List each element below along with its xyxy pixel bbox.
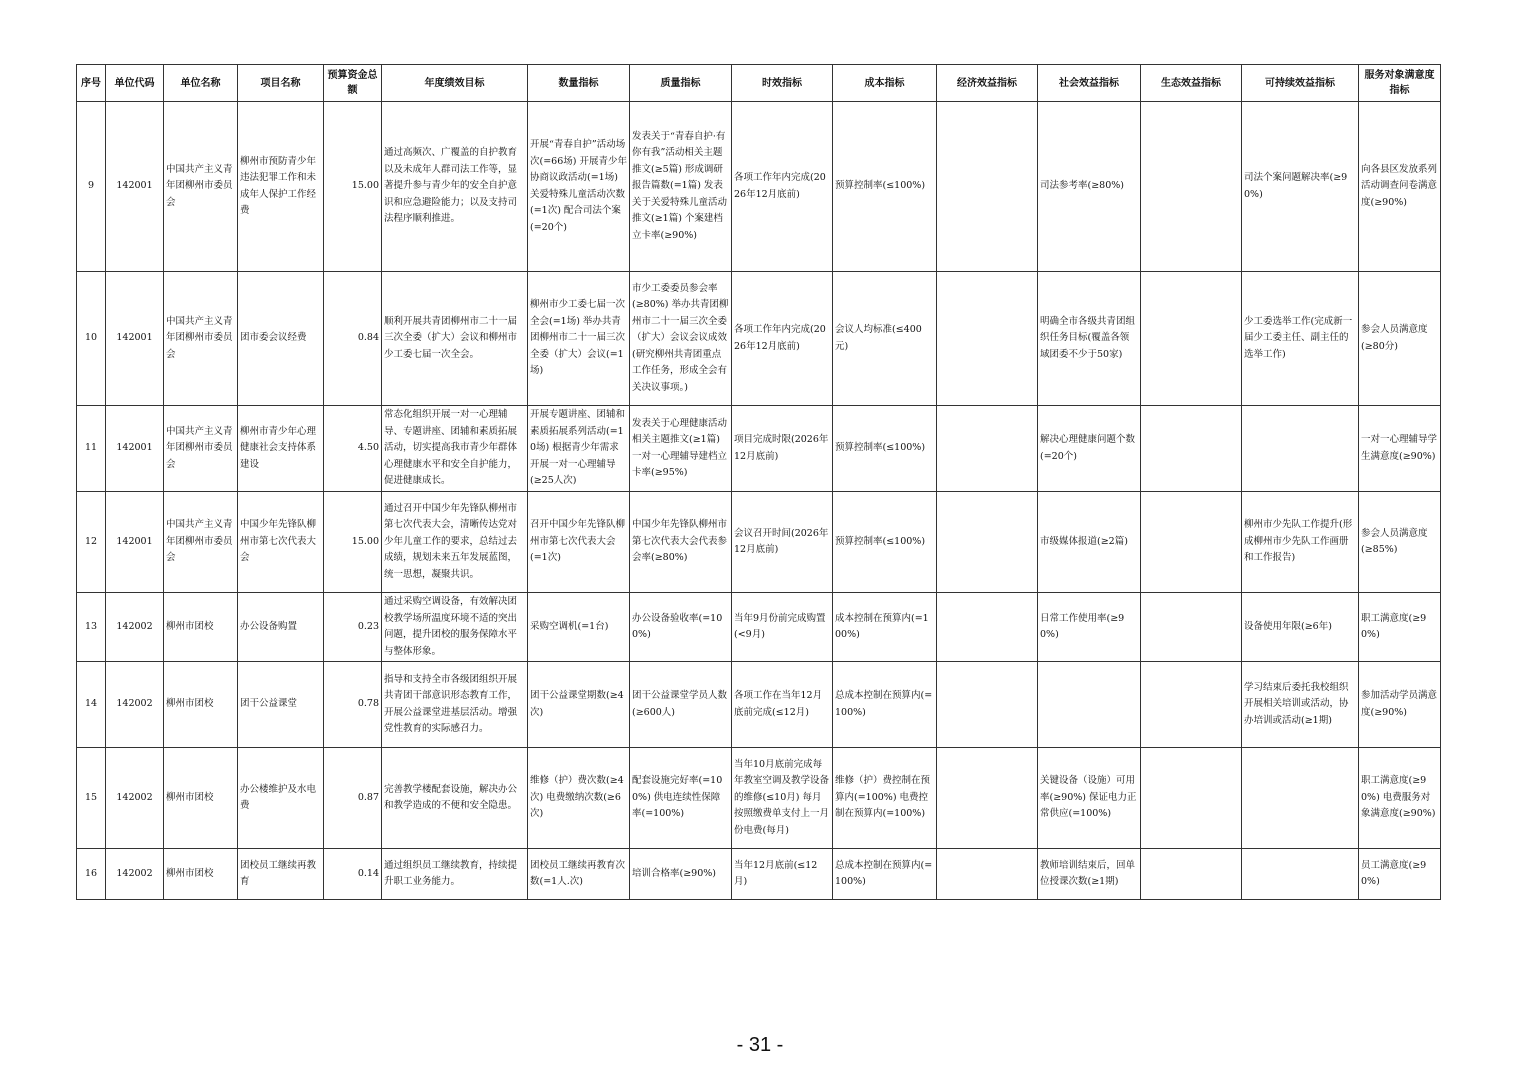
cell-unit-code: 142001 xyxy=(106,406,164,492)
cell-quantity: 开展“青春自护”活动场次(=66场) 开展青少年协商议政活动(=1场) 关爱特殊儿童活动次数(=1次) 配合司法个案(=20个) xyxy=(528,102,630,272)
cell-satisfaction: 职工满意度(≥90%) 电费服务对象满意度(≥90%) xyxy=(1359,748,1441,849)
cell-budget: 15.00 xyxy=(324,492,382,593)
cell-unit-code: 142002 xyxy=(106,849,164,900)
col-header-project-name: 项目名称 xyxy=(238,65,324,102)
table-row xyxy=(77,272,1441,406)
cell-index: 12 xyxy=(77,492,106,593)
cell-satisfaction: 参会人员满意度(≥85%) xyxy=(1359,492,1441,593)
cell-social: 司法参考率(≥80%) xyxy=(1038,102,1141,272)
cell-project-name: 团校员工继续再教育 xyxy=(238,849,324,900)
page-number: - 31 - xyxy=(736,1034,784,1056)
cell-project-name: 柳州市青少年心理健康社会支持体系建设 xyxy=(238,406,324,492)
col-header-quantity: 数量指标 xyxy=(528,65,630,102)
cell-annual-goal: 完善教学楼配套设施，解决办公和教学造成的不便和安全隐患。 xyxy=(382,748,528,849)
cell-quality: 发表关于心理健康活动相关主题推文(≥1篇) 一对一心理辅导建档立卡率(≥95%) xyxy=(630,406,732,492)
cell-project-name: 团干公益课堂 xyxy=(238,662,324,748)
cell-sustainable xyxy=(1242,406,1359,492)
cell-timeliness: 当年9月份前完成购置(<9月) xyxy=(732,593,833,662)
cell-social: 日常工作使用率(≥90%) xyxy=(1038,593,1141,662)
cell-index: 11 xyxy=(77,406,106,492)
cell-budget: 0.14 xyxy=(324,849,382,900)
cell-quantity: 团干公益课堂期数(≥4次) xyxy=(528,662,630,748)
cell-ecological xyxy=(1141,849,1242,900)
cell-unit-name: 中国共产主义青年团柳州市委员会 xyxy=(164,272,238,406)
cell-unit-name: 中国共产主义青年团柳州市委员会 xyxy=(164,102,238,272)
table-body xyxy=(77,102,1441,900)
cell-unit-code: 142001 xyxy=(106,102,164,272)
cell-budget: 0.87 xyxy=(324,748,382,849)
cell-index: 10 xyxy=(77,272,106,406)
table-row xyxy=(77,406,1441,492)
cell-unit-name: 中国共产主义青年团柳州市委员会 xyxy=(164,406,238,492)
cell-ecological xyxy=(1141,102,1242,272)
col-header-annual-goal: 年度绩效目标 xyxy=(382,65,528,102)
cell-ecological xyxy=(1141,272,1242,406)
cell-timeliness: 各项工作在当年12月底前完成(≤12月) xyxy=(732,662,833,748)
cell-unit-code: 142002 xyxy=(106,662,164,748)
table-row xyxy=(77,492,1441,593)
col-header-timeliness: 时效指标 xyxy=(732,65,833,102)
performance-table xyxy=(76,64,1441,900)
cell-ecological xyxy=(1141,406,1242,492)
cell-satisfaction: 职工满意度(≥90%) xyxy=(1359,593,1441,662)
cell-cost: 预算控制率(≤100%) xyxy=(833,406,937,492)
cell-quality: 团干公益课堂学员人数(≥600人) xyxy=(630,662,732,748)
cell-annual-goal: 顺利开展共青团柳州市二十一届三次全委（扩大）会议和柳州市少工委七届一次全会。 xyxy=(382,272,528,406)
cell-annual-goal: 常态化组织开展一对一心理辅导、专题讲座、团辅和素质拓展活动，切实提高我市青少年群体心理健康水平和安全自护能力，促进健康成长。 xyxy=(382,406,528,492)
cell-quantity: 开展专题讲座、团辅和素质拓展系列活动(=10场) 根据青少年需求开展一对一心理辅导(≥25人次) xyxy=(528,406,630,492)
cell-sustainable: 司法个案问题解决率(≥90%) xyxy=(1242,102,1359,272)
cell-timeliness: 项目完成时限(2026年12月底前) xyxy=(732,406,833,492)
cell-ecological xyxy=(1141,492,1242,593)
cell-budget: 0.78 xyxy=(324,662,382,748)
cell-index: 13 xyxy=(77,593,106,662)
col-header-budget: 预算资金总额 xyxy=(324,65,382,102)
cell-cost: 预算控制率(≤100%) xyxy=(833,492,937,593)
col-header-index: 序号 xyxy=(77,65,106,102)
cell-project-name: 团市委会议经费 xyxy=(238,272,324,406)
cell-index: 9 xyxy=(77,102,106,272)
cell-project-name: 办公设备购置 xyxy=(238,593,324,662)
col-header-economic: 经济效益指标 xyxy=(937,65,1038,102)
cell-sustainable: 少工委选举工作(完成新一届少工委主任、副主任的选举工作) xyxy=(1242,272,1359,406)
cell-satisfaction: 员工满意度(≥90%) xyxy=(1359,849,1441,900)
cell-unit-name: 柳州市团校 xyxy=(164,748,238,849)
cell-quality: 配套设施完好率(=100%) 供电连续性保障率(=100%) xyxy=(630,748,732,849)
cell-budget: 0.84 xyxy=(324,272,382,406)
cell-sustainable: 学习结束后委托我校组织开展相关培训或活动，协办培训或活动(≥1期) xyxy=(1242,662,1359,748)
header-row xyxy=(77,65,1441,102)
col-header-social: 社会效益指标 xyxy=(1038,65,1141,102)
cell-economic xyxy=(937,593,1038,662)
cell-social: 明确全市各级共青团组织任务目标(覆盖各领域团委不少于50家) xyxy=(1038,272,1141,406)
cell-satisfaction: 参加活动学员满意度(≥90%) xyxy=(1359,662,1441,748)
cell-unit-code: 142001 xyxy=(106,492,164,593)
cell-social: 教师培训结束后，回单位授课次数(≥1期) xyxy=(1038,849,1141,900)
cell-quality: 培训合格率(≥90%) xyxy=(630,849,732,900)
cell-quantity: 维修（护）费次数(≥4次) 电费缴纳次数(≥6次) xyxy=(528,748,630,849)
cell-social: 市级媒体报道(≥2篇) xyxy=(1038,492,1141,593)
cell-social xyxy=(1038,662,1141,748)
cell-annual-goal: 通过组织员工继续教育，持续提升职工业务能力。 xyxy=(382,849,528,900)
cell-quality: 市少工委委员参会率(≥80%) 举办共青团柳州市二十一届三次全委（扩大）会议会议成效(研究柳州共青团重点工作任务，形成全会有关决议事项。) xyxy=(630,272,732,406)
cell-economic xyxy=(937,272,1038,406)
cell-sustainable: 柳州市少先队工作提升(形成柳州市少先队工作画册和工作报告) xyxy=(1242,492,1359,593)
cell-index: 14 xyxy=(77,662,106,748)
cell-quantity: 柳州市少工委七届一次全会(=1场) 举办共青团柳州市二十一届三次全委（扩大）会议(=1场) xyxy=(528,272,630,406)
cell-satisfaction: 一对一心理辅导学生满意度(≥90%) xyxy=(1359,406,1441,492)
cell-timeliness: 各项工作年内完成(2026年12月底前) xyxy=(732,102,833,272)
cell-unit-name: 柳州市团校 xyxy=(164,593,238,662)
cell-project-name: 柳州市预防青少年违法犯罪工作和未成年人保护工作经费 xyxy=(238,102,324,272)
cell-sustainable xyxy=(1242,849,1359,900)
cell-cost: 总成本控制在预算内(=100%) xyxy=(833,662,937,748)
cell-quality: 中国少年先锋队柳州市第七次代表大会代表参会率(≥80%) xyxy=(630,492,732,593)
cell-unit-name: 柳州市团校 xyxy=(164,849,238,900)
cell-ecological xyxy=(1141,593,1242,662)
cell-economic xyxy=(937,492,1038,593)
cell-timeliness: 各项工作年内完成(2026年12月底前) xyxy=(732,272,833,406)
cell-quality: 办公设备验收率(=100%) xyxy=(630,593,732,662)
cell-annual-goal: 通过采购空调设备，有效解决团校教学场所温度环境不适的突出问题，提升团校的服务保障水平与整体形象。 xyxy=(382,593,528,662)
cell-quantity: 召开中国少年先锋队柳州市第七次代表大会(=1次) xyxy=(528,492,630,593)
cell-sustainable xyxy=(1242,748,1359,849)
cell-index: 15 xyxy=(77,748,106,849)
cell-budget: 15.00 xyxy=(324,102,382,272)
cell-cost: 预算控制率(≤100%) xyxy=(833,102,937,272)
cell-annual-goal: 指导和支持全市各级团组织开展共青团干部意识形态教育工作，开展公益课堂进基层活动。增强党性教育的实际感召力。 xyxy=(382,662,528,748)
col-header-sustainable: 可持续效益指标 xyxy=(1242,65,1359,102)
cell-satisfaction: 向各县区发放系列活动调查问卷满意度(≥90%) xyxy=(1359,102,1441,272)
cell-timeliness: 会议召开时间(2026年12月底前) xyxy=(732,492,833,593)
col-header-unit-name: 单位名称 xyxy=(164,65,238,102)
cell-economic xyxy=(937,849,1038,900)
cell-annual-goal: 通过高频次、广覆盖的自护教育以及未成年人群司法工作等，显著提升参与青少年的安全自护意识和应急避险能力；以及支持司法程序顺利推进。 xyxy=(382,102,528,272)
cell-cost: 总成本控制在预算内(=100%) xyxy=(833,849,937,900)
cell-social: 关键设备（设施）可用率(≥90%) 保证电力正常供应(=100%) xyxy=(1038,748,1141,849)
cell-sustainable: 设备使用年限(≥6年) xyxy=(1242,593,1359,662)
col-header-unit-code: 单位代码 xyxy=(106,65,164,102)
table-row xyxy=(77,748,1441,849)
cell-unit-name: 柳州市团校 xyxy=(164,662,238,748)
cell-economic xyxy=(937,102,1038,272)
cell-quality: 发表关于“青春自护·有你有我”活动相关主题推文(≥5篇) 形成调研报告篇数(=1篇) 发表关于关爱特殊儿童活动推文(≥1篇) 个案建档立卡率(≥90%) xyxy=(630,102,732,272)
cell-ecological xyxy=(1141,662,1242,748)
cell-economic xyxy=(937,748,1038,849)
cell-economic xyxy=(937,662,1038,748)
cell-unit-code: 142002 xyxy=(106,593,164,662)
cell-unit-code: 142002 xyxy=(106,748,164,849)
cell-budget: 4.50 xyxy=(324,406,382,492)
col-header-quality: 质量指标 xyxy=(630,65,732,102)
cell-timeliness: 当年12月底前(≤12月) xyxy=(732,849,833,900)
cell-satisfaction: 参会人员满意度(≥80分) xyxy=(1359,272,1441,406)
cell-cost: 成本控制在预算内(=100%) xyxy=(833,593,937,662)
cell-budget: 0.23 xyxy=(324,593,382,662)
cell-cost: 维修（护）费控制在预算内(=100%) 电费控制在预算内(=100%) xyxy=(833,748,937,849)
cell-ecological xyxy=(1141,748,1242,849)
table-row xyxy=(77,662,1441,748)
col-header-satisfaction: 服务对象满意度指标 xyxy=(1359,65,1441,102)
table-row xyxy=(77,593,1441,662)
cell-index: 16 xyxy=(77,849,106,900)
cell-cost: 会议人均标准(≤400元) xyxy=(833,272,937,406)
table-row xyxy=(77,849,1441,900)
cell-quantity: 团校员工继续再教育次数(=1人.次) xyxy=(528,849,630,900)
cell-unit-name: 中国共产主义青年团柳州市委员会 xyxy=(164,492,238,593)
cell-economic xyxy=(937,406,1038,492)
cell-social: 解决心理健康问题个数(=20个) xyxy=(1038,406,1141,492)
cell-project-name: 中国少年先锋队柳州市第七次代表大会 xyxy=(238,492,324,593)
table-row xyxy=(77,102,1441,272)
cell-unit-code: 142001 xyxy=(106,272,164,406)
cell-timeliness: 当年10月底前完成每年教室空调及教学设备的维修(≤10月) 每月按照缴费单支付上一月份电费(每月) xyxy=(732,748,833,849)
col-header-cost: 成本指标 xyxy=(833,65,937,102)
cell-project-name: 办公楼维护及水电费 xyxy=(238,748,324,849)
col-header-ecological: 生态效益指标 xyxy=(1141,65,1242,102)
cell-annual-goal: 通过召开中国少年先锋队柳州市第七次代表大会，清晰传达党对少年儿童工作的要求，总结过去成绩，规划未来五年发展蓝图，统一思想，凝聚共识。 xyxy=(382,492,528,593)
cell-quantity: 采购空调机(=1台) xyxy=(528,593,630,662)
